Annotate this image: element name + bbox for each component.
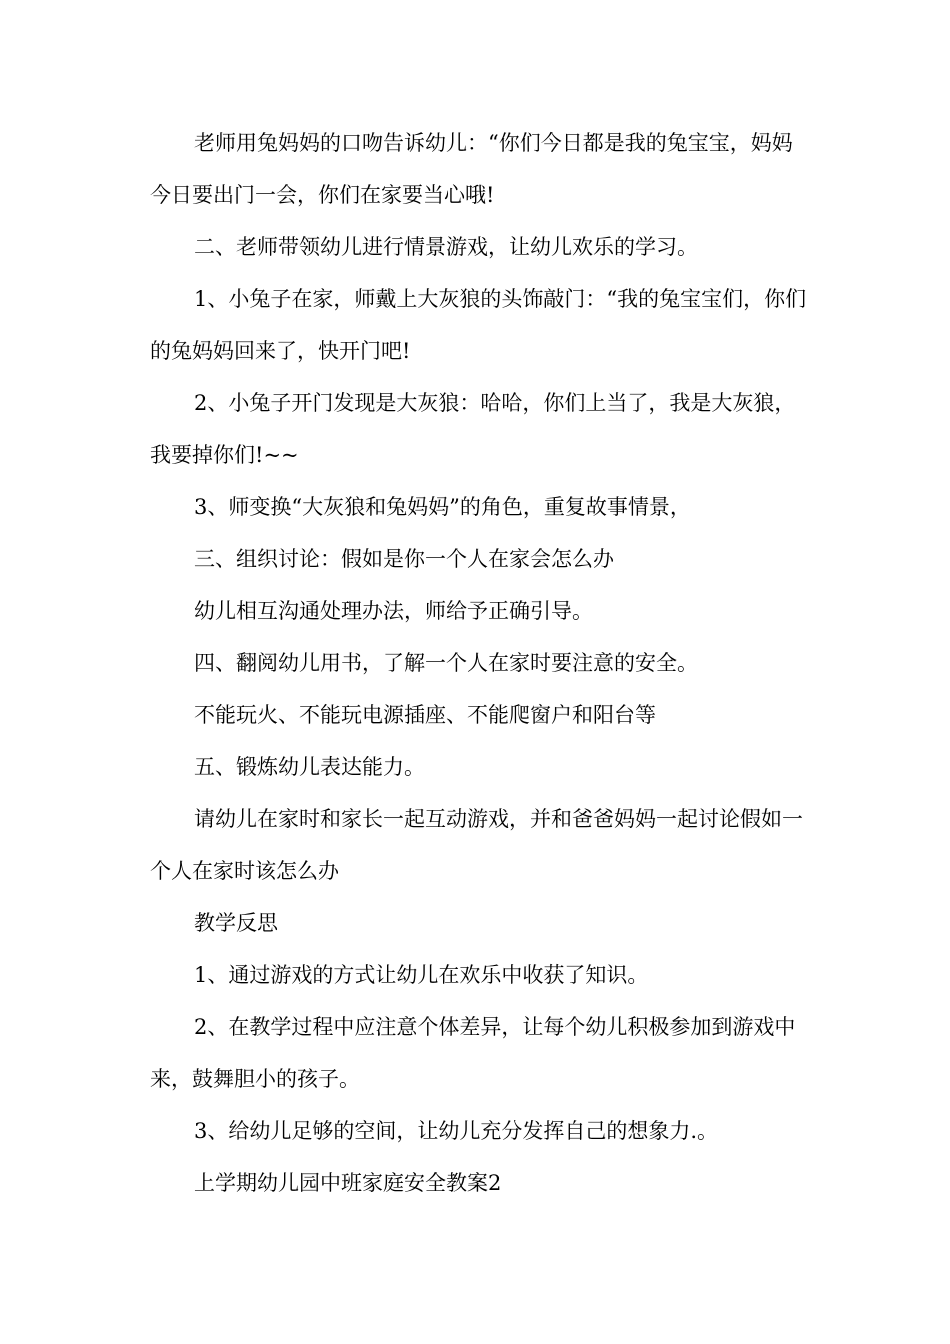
paragraph-10: 五、锻炼幼儿表达能力。 (194, 755, 425, 779)
paragraph-5: 3、师变换“大灰狼和兔妈妈”的角色，重复故事情景， (194, 495, 691, 519)
paragraph-15: 3、给幼儿足够的空间，让幼儿充分发挥自己的想象力.。 (194, 1119, 719, 1143)
paragraph-6: 三、组织讨论：假如是你一个人在家会怎么办 (194, 547, 614, 571)
paragraph-1: 老师用兔妈妈的口吻告诉幼儿：“你们今日都是我的兔宝宝，妈妈今日要出门一会，你们在家要当心哦! (150, 131, 793, 207)
paragraph-9: 不能玩火、不能玩电源插座、不能爬窗户和阳台等 (194, 703, 656, 727)
paragraph-12: 教学反思 (194, 911, 278, 935)
paragraph-7: 幼儿相互沟通处理办法，师给予正确引导。 (194, 599, 593, 623)
paragraph-16: 上学期幼儿园中班家庭安全教案2 (194, 1171, 502, 1195)
paragraph-3: 1、小兔子在家，师戴上大灰狼的头饰敲门：“我的兔宝宝们，你们的兔妈妈回来了，快开门吧! (150, 287, 807, 363)
paragraph-8: 四、翻阅幼儿用书，了解一个人在家时要注意的安全。 (194, 651, 698, 675)
paragraph-14: 2、在教学过程中应注意个体差异，让每个幼儿积极参加到游戏中来，鼓舞胆小的孩子。 (150, 1015, 796, 1091)
paragraph-4: 2、小兔子开门发现是大灰狼：哈哈，你们上当了，我是大灰狼，我要掉你们!~~ (150, 391, 796, 467)
paragraph-11: 请幼儿在家时和家长一起互动游戏，并和爸爸妈妈一起讨论假如一个人在家时该怎么办 (150, 807, 803, 883)
paragraph-2: 二、老师带领幼儿进行情景游戏，让幼儿欢乐的学习。 (194, 235, 698, 259)
document-body (150, 117, 810, 1209)
paragraph-13: 1、通过游戏的方式让幼儿在欢乐中收获了知识。 (194, 963, 649, 987)
